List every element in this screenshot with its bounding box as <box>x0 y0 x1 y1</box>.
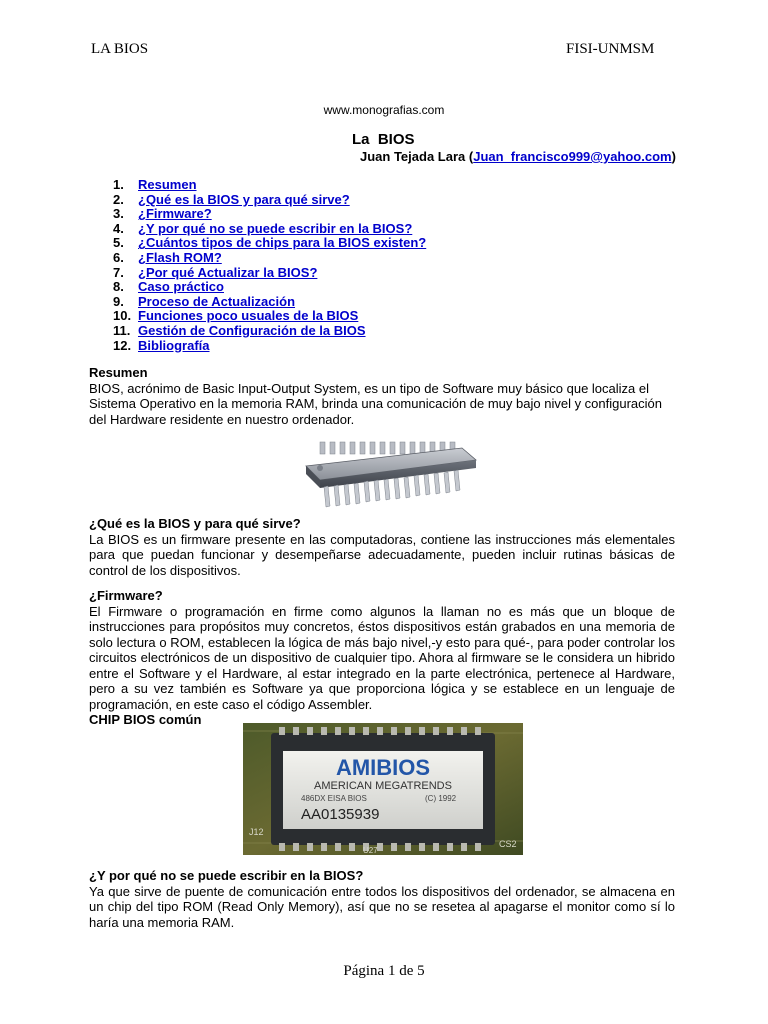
board-label-mid: U27 <box>363 846 378 855</box>
toc-number: 4. <box>113 220 124 236</box>
chip-serial: AA0135939 <box>301 806 380 823</box>
author-close-paren: ) <box>671 149 676 164</box>
toc-item <box>113 251 426 266</box>
toc-item <box>113 207 426 222</box>
section-que-es <box>89 516 675 578</box>
author-open-paren: ( <box>468 149 474 164</box>
chip-brand: AMIBIOS <box>335 755 431 780</box>
toc-item <box>113 339 426 354</box>
section-firmware <box>89 588 675 728</box>
toc-number: 6. <box>113 249 124 265</box>
section-body: Ya que sirve de puente de comunicación entre todos los dispositivos del ordenador, se almacena en un chip del tipo ROM (Read Only Memory), así que no se resetea al apagarse el monitor como sí lo haría una memoria RAM. <box>89 883 675 930</box>
toc-link[interactable]: ¿Firmware? <box>138 206 212 222</box>
toc-link[interactable]: ¿Flash ROM? <box>138 249 222 265</box>
board-label-left: J12 <box>249 827 264 837</box>
author-email-link[interactable]: Juan_francisco999@yahoo.com <box>473 149 672 164</box>
toc-number: 2. <box>113 191 124 207</box>
page-footer: Página 1 de 5 <box>343 963 425 979</box>
toc-number: 5. <box>113 235 124 251</box>
toc-number: 10. <box>113 308 132 324</box>
dip-chip-image <box>300 440 480 512</box>
section-no-escribir <box>89 868 675 930</box>
document-title: La BIOS <box>352 131 415 148</box>
author-line <box>360 149 676 164</box>
toc-item <box>113 178 426 193</box>
section-body: La BIOS es un firmware presente en las computadoras, contiene las instrucciones más elementales para que puedan funcionar y desempeñarse adecuadamente, pueden incluir rutinas básicas de control de los dispositivos. <box>89 531 675 578</box>
section-body: BIOS, acrónimo de Basic Input-Output System, es un tipo de Software muy básico que localiza el Sistema Operativo en la memoria RAM, brinda una comunicación de muy bajo nivel y configuración del Hardware residente en nuestro ordenador. <box>89 380 663 427</box>
toc-link[interactable]: ¿Y por qué no se puede escribir en la BIOS? <box>138 220 413 236</box>
chip-copyright: (C) 1992 <box>425 794 457 803</box>
chip-caption: CHIP BIOS común <box>89 712 202 727</box>
toc-item <box>113 222 426 237</box>
section-resumen <box>89 365 675 427</box>
toc-link[interactable]: Funciones poco usuales de la BIOS <box>138 308 359 324</box>
toc-item <box>113 309 426 324</box>
toc-link[interactable]: Gestión de Configuración de la BIOS <box>138 322 366 338</box>
section-heading: Resumen <box>89 365 148 380</box>
chip-maker: AMERICAN MEGATRENDS <box>314 780 452 792</box>
amibios-chip-photo <box>243 723 523 855</box>
toc-number: 12. <box>113 337 132 353</box>
toc-link[interactable]: Caso práctico <box>138 279 224 295</box>
chip-model: 486DX EISA BIOS <box>301 794 367 803</box>
toc-number: 3. <box>113 206 124 222</box>
author-name: Juan Tejada Lara <box>360 149 466 164</box>
toc-link[interactable]: Bibliografía <box>138 337 210 353</box>
toc-number: 7. <box>113 264 124 280</box>
section-body: El Firmware o programación en firme como algunos la llaman no es más que un bloque de instrucciones para propósitos muy concretos, éstos dispositivos están grabados en una memoria de solo lectura o ROM, establecen la lógica de más bajo nivel,-y esto para qué-, para poder controlar los circuitos electrónicos de un dispositivo de cualquier tipo. Ahora al firmware se le considera un hibrido entre el Software y el Hardware, al estar integrado en la parte electrónica, pertenece al Hardware, pero a su vez también es Software ya que proporciona lógica y se establece en un lenguaje de programación, en este caso el código Assembler. <box>89 603 675 712</box>
toc-number: 11. <box>113 322 131 338</box>
toc-link[interactable]: ¿Cuántos tipos de chips para la BIOS existen? <box>138 235 427 251</box>
section-heading: ¿Firmware? <box>89 588 163 603</box>
toc-number: 8. <box>113 279 124 295</box>
toc-link[interactable]: ¿Qué es la BIOS y para qué sirve? <box>138 191 350 207</box>
toc-link[interactable]: Resumen <box>138 177 197 192</box>
toc-item <box>113 295 426 310</box>
toc-link[interactable]: ¿Por qué Actualizar la BIOS? <box>138 264 318 280</box>
toc-item <box>113 280 426 295</box>
toc-number: 1. <box>113 177 124 192</box>
section-heading: ¿Y por qué no se puede escribir en la BIOS? <box>89 868 364 883</box>
toc-item <box>113 266 426 281</box>
section-heading: ¿Qué es la BIOS y para qué sirve? <box>89 516 301 531</box>
header-left: LA BIOS <box>91 41 149 57</box>
table-of-contents <box>113 178 426 353</box>
toc-item <box>113 193 426 208</box>
toc-item <box>113 324 426 339</box>
header-right: FISI-UNMSM <box>566 41 655 57</box>
toc-link[interactable]: Proceso de Actualización <box>138 293 296 309</box>
toc-number: 9. <box>113 293 124 309</box>
toc-item <box>113 236 426 251</box>
board-label-right: CS2 <box>499 839 517 849</box>
site-url: www.monografias.com <box>323 103 445 117</box>
